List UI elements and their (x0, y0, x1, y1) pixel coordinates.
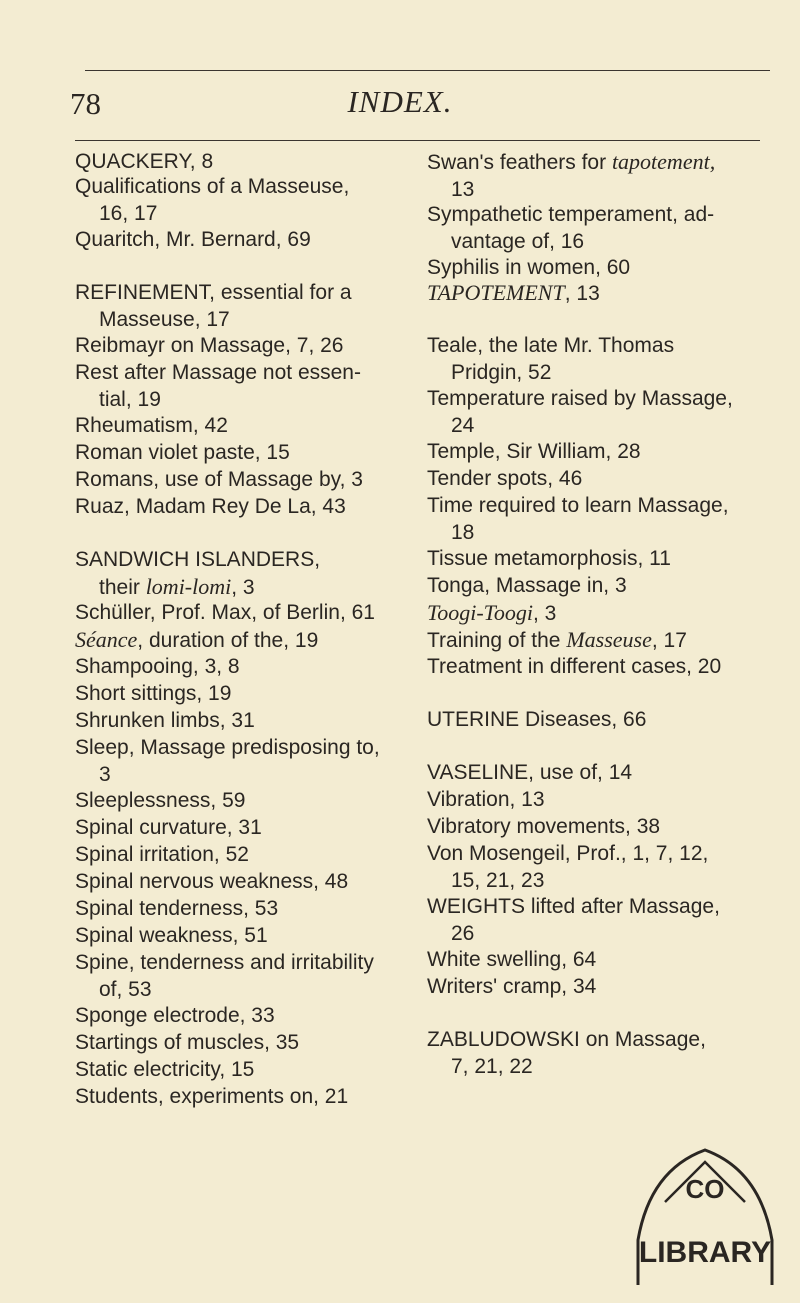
index-entry (427, 572, 791, 599)
library-stamp (620, 1130, 790, 1300)
entry-text: 7, 21, 22 (451, 1055, 533, 1078)
index-entry (427, 653, 791, 680)
entry-text: ZABLUDOWSKI on Massage, (427, 1028, 706, 1051)
stamp-library-text: LIBRARY (638, 1236, 772, 1269)
index-entry (75, 868, 439, 895)
entry-text: Sympathetic temperament, ad- (427, 203, 715, 226)
entry-text: UTERINE Diseases, 66 (427, 708, 647, 731)
index-entry (75, 226, 439, 253)
index-entry (75, 332, 439, 359)
entry-text: 26 (451, 922, 475, 945)
entry-text: Tonga, Massage in, 3 (427, 574, 627, 597)
index-entry (75, 439, 439, 466)
entry-text: Tissue metamorphosis, 11 (427, 547, 671, 570)
index-entry (427, 254, 791, 281)
header-rule (75, 140, 760, 141)
index-entry (75, 1029, 439, 1056)
index-entry (427, 279, 791, 307)
entry-text: 15, 21, 23 (451, 869, 545, 892)
index-entry (75, 599, 439, 626)
entry-text: 16, 17 (99, 202, 158, 225)
index-entry (75, 359, 439, 413)
entry-text: White swelling, 64 (427, 948, 597, 971)
entry-text: , duration of the, 19 (137, 629, 319, 652)
index-entry (427, 893, 791, 947)
page-number: 78 (70, 86, 101, 121)
entry-text: Masseuse, 17 (99, 308, 230, 331)
entry-text: Schüller, Prof. Max, of Berlin, 61 (75, 601, 375, 624)
entry-text: Time required to learn Massage, (427, 494, 729, 517)
entry-text: Vibration, 13 (427, 788, 545, 811)
entry-text: Students, experiments on, 21 (75, 1085, 349, 1108)
index-entry (75, 546, 439, 601)
index-entry (75, 949, 439, 1003)
index-entry (75, 279, 439, 333)
entry-text: Quaritch, Mr. Bernard, 69 (75, 228, 311, 251)
top-rule (85, 70, 770, 71)
entry-text: Ruaz, Madam Rey De La, 43 (75, 495, 346, 518)
entry-text: their (99, 576, 146, 599)
index-entry (75, 680, 439, 707)
entry-text: Von Mosengeil, Prof., 1, 7, 12, (427, 842, 709, 865)
index-entry (427, 545, 791, 572)
entry-text: Swan's feathers for (427, 151, 612, 174)
entry-text: Spinal nervous weakness, 48 (75, 870, 349, 893)
entry-text: , 13 (564, 282, 600, 305)
entry-italic-text: tapotement, (611, 149, 716, 174)
index-entry (75, 1083, 439, 1110)
index-entry (427, 599, 791, 627)
entry-text: SANDWICH ISLANDERS, (75, 548, 321, 571)
index-entry (75, 922, 439, 949)
index-entry (75, 148, 439, 175)
entry-text: 13 (451, 178, 475, 201)
entry-text: , 3 (231, 576, 255, 599)
stamp-top-text: CO (685, 1174, 725, 1204)
index-entry (75, 1002, 439, 1029)
index-entry (75, 493, 439, 520)
entry-text: Static electricity, 15 (75, 1058, 255, 1081)
entry-text: Treatment in different cases, 20 (427, 655, 722, 678)
entry-text: Sponge electrode, 33 (75, 1004, 275, 1027)
index-entry (75, 1056, 439, 1083)
entry-text: VASELINE, use of, 14 (427, 761, 633, 784)
entry-italic-text: TAPOTEMENT (427, 280, 565, 305)
index-entry (427, 973, 791, 1000)
entry-italic-text: Toogi-Toogi (427, 600, 533, 625)
index-entry (427, 438, 791, 465)
entry-text: QUACKERY, 8 (75, 150, 214, 173)
index-entry (75, 787, 439, 814)
entry-text: Training of the (427, 629, 567, 652)
entry-text: 3 (99, 763, 111, 786)
entry-text: Temple, Sir William, 28 (427, 440, 641, 463)
index-entry (427, 946, 791, 973)
entry-text: Short sittings, 19 (75, 682, 232, 705)
index-entry (427, 385, 791, 439)
entry-text: Spinal curvature, 31 (75, 816, 262, 839)
entry-text: Spinal weakness, 51 (75, 924, 268, 947)
index-entry (427, 492, 791, 546)
entry-text: REFINEMENT, essential for a (75, 281, 352, 304)
entry-text: Spinal tenderness, 53 (75, 897, 279, 920)
entry-text: Romans, use of Massage by, 3 (75, 468, 363, 491)
index-entry (427, 148, 791, 203)
entry-text: 18 (451, 521, 475, 544)
index-entry (75, 707, 439, 734)
index-entry (427, 759, 791, 786)
index-entry (75, 653, 439, 680)
entry-text: of, 53 (99, 978, 152, 1001)
index-entry (427, 626, 791, 654)
entry-text: Startings of muscles, 35 (75, 1031, 300, 1054)
entry-text: tial, 19 (99, 388, 161, 411)
entry-text: Teale, the late Mr. Thomas (427, 334, 675, 357)
index-entry (427, 332, 791, 386)
index-entry (427, 840, 791, 894)
entry-text: Tender spots, 46 (427, 467, 583, 490)
index-entry (427, 1026, 791, 1080)
entry-text: Rest after Massage not essen- (75, 361, 361, 384)
entry-text: Rheumatism, 42 (75, 414, 228, 437)
entry-text: 24 (451, 414, 475, 437)
index-entry (75, 626, 439, 654)
entry-text: Sleeplessness, 59 (75, 789, 246, 812)
index-entry (75, 173, 439, 227)
index-entry (75, 412, 439, 439)
entry-text: , 3 (532, 602, 557, 625)
entry-text: Spine, tenderness and irritability (75, 951, 374, 974)
entry-text: WEIGHTS lifted after Massage, (427, 895, 720, 918)
entry-text: Roman violet paste, 15 (75, 441, 290, 464)
entry-text: Sleep, Massage predisposing to, (75, 736, 380, 759)
entry-text: Qualifications of a Masseuse, (75, 175, 350, 198)
entry-text: Shrunken limbs, 31 (75, 709, 255, 732)
index-entry (427, 813, 791, 840)
entry-italic-text: Masseuse (566, 627, 652, 652)
index-entry (75, 734, 439, 788)
entry-text: Pridgin, 52 (451, 361, 552, 384)
entry-text: Writers' cramp, 34 (427, 975, 597, 998)
index-entry (427, 201, 791, 255)
entry-text: Reibmayr on Massage, 7, 26 (75, 334, 344, 357)
index-entry (75, 466, 439, 493)
entry-italic-text: lomi-lomi (145, 574, 232, 599)
index-entry (75, 841, 439, 868)
entry-text: Syphilis in women, 60 (427, 256, 631, 279)
index-entry (75, 895, 439, 922)
index-entry (427, 706, 791, 733)
running-head: INDEX. (347, 84, 453, 119)
entry-text: vantage of, 16 (451, 230, 585, 253)
index-entry (75, 814, 439, 841)
entry-text: Temperature raised by Massage, (427, 387, 733, 410)
index-entry (427, 465, 791, 492)
entry-italic-text: Séance (75, 627, 138, 652)
index-entry (427, 786, 791, 813)
entry-text: Spinal irritation, 52 (75, 843, 249, 866)
entry-text: Vibratory movements, 38 (427, 815, 661, 838)
entry-text: Shampooing, 3, 8 (75, 655, 240, 678)
entry-text: , 17 (651, 629, 687, 652)
